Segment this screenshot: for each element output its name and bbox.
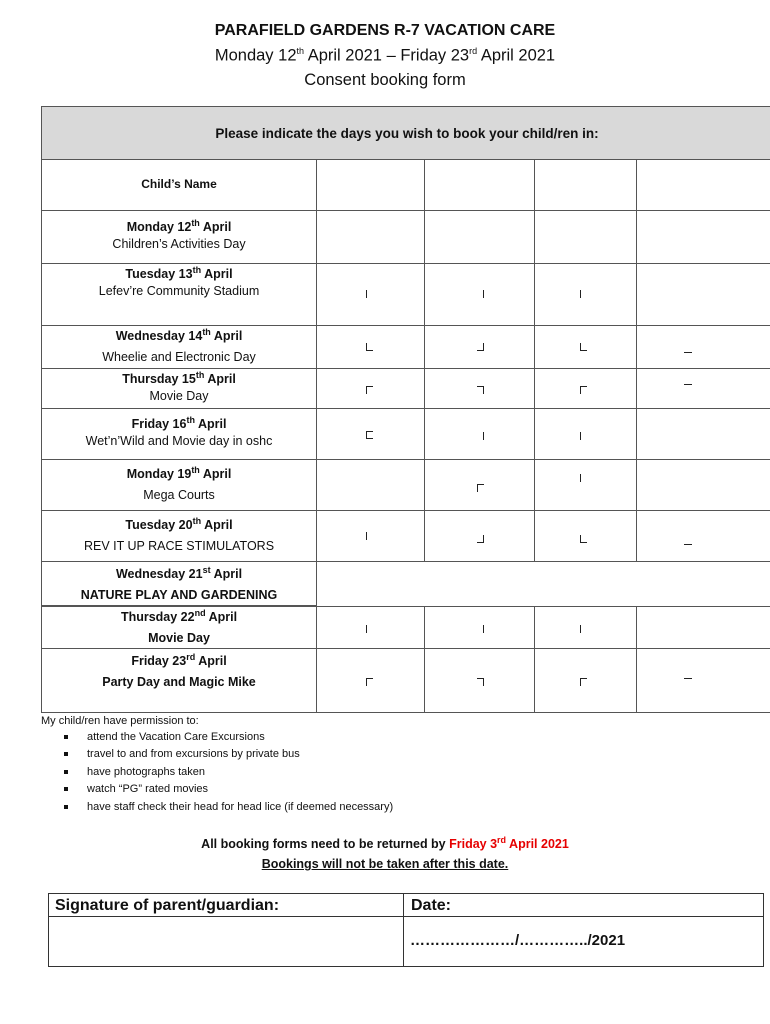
late-booking-notice: Bookings will not be taken after this date.: [261, 857, 509, 871]
return-deadline-notice: All booking forms need to be returned by Friday 3rd April 2021: [201, 835, 569, 852]
checkbox-mark[interactable]: [477, 535, 484, 543]
checkbox-mark[interactable]: [684, 384, 692, 385]
permissions-intro: My child/ren have permission to:: [41, 715, 199, 727]
table-banner: Please indicate the days you wish to book your child/ren in:: [42, 107, 770, 160]
list-item: have staff check their head for head lice (if deemed necessary): [41, 801, 393, 818]
checkbox-mark[interactable]: [366, 431, 373, 439]
day-row-label: Wednesday 14th April Wheelie and Electronic Day: [102, 327, 256, 365]
checkbox-mark[interactable]: [366, 532, 367, 540]
checkbox-mark[interactable]: [366, 290, 367, 298]
day-row-label: Tuesday 13th April Lefev’re Community Stadium: [98, 265, 260, 299]
day-row-label: Friday 16th April Wet’n’Wild and Movie day in oshc: [85, 415, 273, 449]
checkbox-mark[interactable]: [477, 678, 484, 686]
form-dates: Monday 12th April 2021 – Friday 23rd April 2021: [214, 46, 556, 65]
checkbox-mark[interactable]: [477, 386, 484, 394]
day-row-label: Thursday 22nd April Movie Day: [120, 608, 238, 646]
day-row-label: Wednesday 21st April NATURE PLAY AND GARDENING: [80, 565, 278, 603]
checkbox-mark[interactable]: [580, 678, 587, 686]
checkbox-mark[interactable]: [580, 432, 581, 440]
day-row-label: Monday 19th April Mega Courts: [126, 465, 232, 503]
list-item: travel to and from excursions by private bus: [41, 748, 393, 765]
day-row-label: Monday 12th April Children’s Activities Day: [112, 218, 246, 252]
checkbox-mark[interactable]: [477, 343, 484, 351]
list-item: have photographs taken: [41, 766, 393, 783]
checkbox-mark[interactable]: [366, 625, 367, 633]
checkbox-mark[interactable]: [366, 343, 373, 351]
list-item: watch “PG” rated movies: [41, 783, 393, 800]
checkbox-mark[interactable]: [483, 432, 484, 440]
signature-table: [48, 893, 764, 967]
childs-name-label: Child’s Name: [141, 177, 217, 191]
checkbox-mark[interactable]: [366, 678, 373, 686]
checkbox-mark[interactable]: [580, 290, 581, 298]
checkbox-mark[interactable]: [684, 544, 692, 545]
checkbox-mark[interactable]: [684, 678, 692, 679]
day-row-label: Tuesday 20th April REV IT UP RACE STIMULATORS: [83, 516, 275, 554]
date-field[interactable]: …………………/…………../2021: [410, 932, 626, 949]
checkbox-mark[interactable]: [580, 625, 581, 633]
date-label: Date:: [411, 897, 452, 914]
form-title: PARAFIELD GARDENS R-7 VACATION CARE: [214, 22, 556, 39]
signature-label: Signature of parent/guardian:: [55, 897, 280, 914]
checkbox-mark[interactable]: [483, 290, 484, 298]
day-row-label: Friday 23rd April Party Day and Magic Mike: [102, 652, 256, 690]
checkbox-mark[interactable]: [366, 386, 373, 394]
checkbox-mark[interactable]: [684, 352, 692, 353]
checkbox-mark[interactable]: [477, 484, 484, 492]
checkbox-mark[interactable]: [580, 386, 587, 394]
checkbox-mark[interactable]: [483, 625, 484, 633]
permissions-list: [41, 731, 393, 818]
checkbox-mark[interactable]: [580, 535, 587, 543]
form-subtitle: Consent booking form: [304, 71, 466, 89]
checkbox-mark[interactable]: [580, 343, 587, 351]
signature-field[interactable]: [49, 917, 402, 966]
checkbox-mark[interactable]: [580, 474, 581, 482]
booking-table: [41, 106, 770, 713]
day-row-label: Thursday 15th April Movie Day: [122, 370, 236, 404]
list-item: attend the Vacation Care Excursions: [41, 731, 393, 748]
